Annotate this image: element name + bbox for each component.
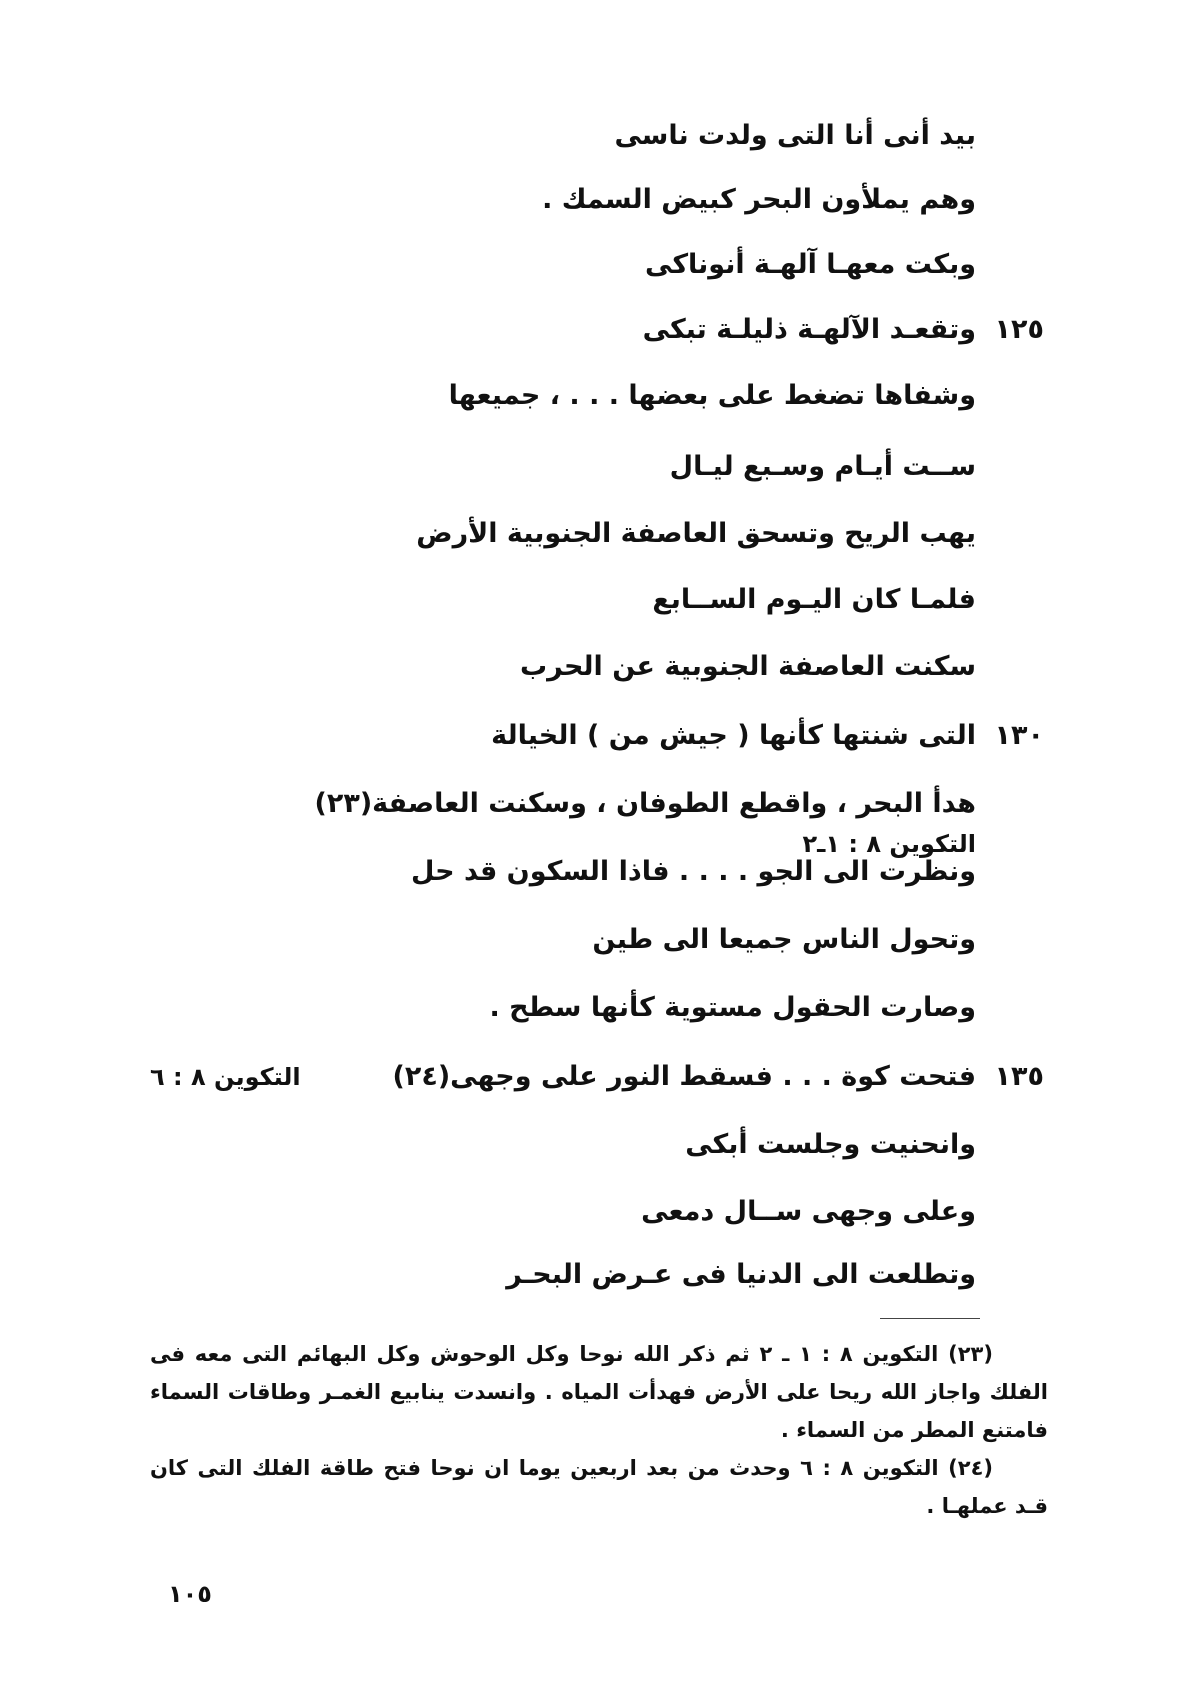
verse-row — [150, 852, 976, 892]
bible-reference: التكوين ٨ : ٦ — [150, 1063, 301, 1091]
verse-row — [150, 988, 976, 1028]
verse-row — [150, 716, 976, 756]
verse-row — [150, 180, 976, 220]
line-number: ١٣٥ — [994, 1061, 1044, 1092]
verse-line: ونظرت الى الجو . . . . فاذا السكون قد حل — [411, 856, 976, 887]
verse-line: وصارت الحقول مستوية كأنها سطح . — [489, 992, 976, 1023]
verse-line: فتحت كوة . . . فسقط النور على وجهى(٢٤) — [392, 1061, 976, 1092]
verse-line: التى شنتها كأنها ( جيش من ) الخيالة — [491, 720, 976, 751]
footnote-text: (٢٣) التكوين ٨ : ١ ـ ٢ ثم ذكر الله نوحا وكل الوحوش وكل البهائم التى معه فى الفلك واجاز الله ريحا على الأرض فهدأت المياه . وانسدت ينابيع الغمـر وطاقات السماء فامتنع المطر من السماء . — [150, 1342, 1048, 1442]
footnote-23 — [150, 1335, 1048, 1449]
footnote-text: (٢٤) التكوين ٨ : ٦ وحدث من بعد اربعين يوما ان نوحا فتح طاقة الفلك التى كان قـد عملهـا . — [150, 1456, 1048, 1518]
verse-row — [150, 310, 976, 350]
verse-line: وتحول الناس جميعا الى طين — [592, 924, 976, 955]
verse-line: فلمـا كان اليـوم الســابع — [652, 584, 976, 615]
verse-row — [150, 647, 976, 687]
verse-row — [150, 920, 976, 960]
bible-reference: التكوين ٨ : ١ـ٢ — [802, 830, 976, 858]
footnotes — [150, 1335, 1048, 1525]
line-number: ١٣٠ — [994, 720, 1044, 751]
verse-line: وعلى وجهى ســال دمعى — [641, 1196, 976, 1227]
verse-line: يهب الريح وتسحق العاصفة الجنوبية الأرض — [416, 518, 976, 549]
verse-row — [150, 116, 976, 156]
verse-row — [150, 1255, 976, 1295]
verse-line: وتطلعت الى الدنيا فى عـرض البحـر — [506, 1259, 976, 1290]
footnote-separator — [880, 1318, 980, 1319]
verse-line: وشفاها تضغط على بعضها . . . ، جميعها — [448, 380, 976, 411]
page-number: ١٠٥ — [168, 1580, 212, 1608]
verse-row — [150, 1125, 976, 1165]
verse-line: هدأ البحر ، واقطع الطوفان ، وسكنت العاصفة(٢٣) — [314, 788, 976, 819]
verse-line: سكنت العاصفة الجنوبية عن الحرب — [520, 651, 976, 682]
verse-line: وهم يملأون البحر كبيض السمك . — [542, 184, 976, 215]
verse-row — [150, 245, 976, 285]
footnote-24 — [150, 1449, 1048, 1525]
verse-row — [150, 376, 976, 416]
verse-row — [150, 580, 976, 620]
verse-row — [150, 1192, 976, 1232]
verse-line: ســت أيـام وسـبع ليـال — [669, 451, 976, 482]
line-number: ١٢٥ — [994, 314, 1044, 345]
verse-line: بيد أنى أنا التى ولدت ناسى — [614, 120, 976, 151]
verse-row — [150, 1057, 976, 1097]
verse-row — [150, 447, 976, 487]
verse-line: وبكت معهـا آلهـة أنوناكى — [645, 249, 976, 280]
verse-line: وتقعـد الآلهـة ذليلـة تبكى — [642, 314, 976, 345]
verse-line: وانحنيت وجلست أبكى — [685, 1129, 976, 1160]
verse-row — [150, 514, 976, 554]
